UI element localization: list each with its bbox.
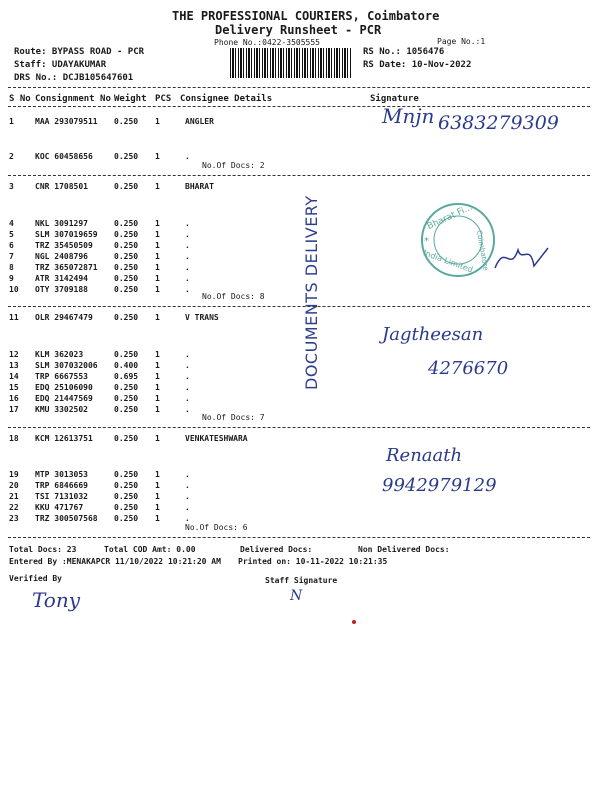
total-cod: Total COD Amt: 0.00 <box>104 545 196 554</box>
row-weight: 0.250 <box>114 470 139 479</box>
col-consignee: Consignee Details <box>180 94 273 104</box>
row-sno: 11 <box>9 313 19 322</box>
total-docs: Total Docs: 23 <box>9 545 77 554</box>
row-pcs: 1 <box>155 230 160 239</box>
table-row <box>0 492 600 503</box>
row-pcs: 1 <box>155 117 160 126</box>
row-consignment: TRZ 365072871 <box>35 263 98 272</box>
entered-by: Entered By :MENAKAPCR 11/10/2022 10:21:20 AM <box>9 557 221 566</box>
row-pcs: 1 <box>155 219 160 228</box>
row-consignee: . <box>185 152 190 161</box>
row-pcs: 1 <box>155 361 160 370</box>
row-sno: 2 <box>9 152 14 161</box>
row-consignee: . <box>185 503 190 512</box>
row-pcs: 1 <box>155 350 160 359</box>
col-signature: Signature <box>370 94 419 104</box>
group-docs-count: No.Of Docs: 6 <box>185 523 248 532</box>
row-consignment: KKU 471767 <box>35 503 84 512</box>
row-consignment: KOC 60458656 <box>35 152 93 161</box>
group-docs-count: No.Of Docs: 7 <box>202 413 265 422</box>
verified-by-signature: Tony <box>32 588 81 612</box>
row-consignee: . <box>185 372 190 381</box>
row-weight: 0.250 <box>114 383 139 392</box>
row-consignee: VENKATESHWARA <box>185 434 248 443</box>
row-weight: 0.250 <box>114 481 139 490</box>
row-pcs: 1 <box>155 285 160 294</box>
row-consignment: NKL 3091297 <box>35 219 88 228</box>
row-pcs: 1 <box>155 383 160 392</box>
row-consignment: CNR 1708501 <box>35 182 88 191</box>
row-consignee: ANGLER <box>185 117 214 126</box>
group-divider <box>8 537 590 538</box>
company-seal <box>418 200 498 280</box>
row-consignee: . <box>185 274 190 283</box>
row-weight: 0.250 <box>114 219 139 228</box>
row-pcs: 1 <box>155 470 160 479</box>
row-consignment: ATR 3142494 <box>35 274 88 283</box>
handwritten-name-1: Mnjn <box>382 104 435 128</box>
row-consignment: TRZ 35450509 <box>35 241 93 250</box>
row-sno: 23 <box>9 514 19 523</box>
row-sno: 13 <box>9 361 19 370</box>
row-pcs: 1 <box>155 263 160 272</box>
row-consignment: TRP 6846669 <box>35 481 88 490</box>
row-pcs: 1 <box>155 434 160 443</box>
row-weight: 0.250 <box>114 152 139 161</box>
row-weight: 0.695 <box>114 372 139 381</box>
row-weight: 0.250 <box>114 405 139 414</box>
row-consignee: . <box>185 285 190 294</box>
handwritten-phone-3: 4276670 <box>428 358 509 379</box>
signature-scribble <box>490 238 550 278</box>
row-consignment: TRZ 300507568 <box>35 514 98 523</box>
row-consignment: TSI 7131032 <box>35 492 88 501</box>
group-divider <box>8 427 590 428</box>
row-weight: 0.250 <box>114 350 139 359</box>
row-consignee: V TRANS <box>185 313 219 322</box>
row-pcs: 1 <box>155 252 160 261</box>
drs-number: DRS No.: DCJB105647601 <box>14 73 134 83</box>
rs-number: RS No.: 1056476 <box>363 47 445 57</box>
row-consignee: . <box>185 394 190 403</box>
row-weight: 0.250 <box>114 252 139 261</box>
row-consignment: SLM 307019659 <box>35 230 98 239</box>
row-pcs: 1 <box>155 405 160 414</box>
handwritten-name-4: Renaath <box>386 445 463 466</box>
row-sno: 3 <box>9 182 14 191</box>
row-weight: 0.400 <box>114 361 139 370</box>
table-row <box>0 514 600 525</box>
table-row <box>0 503 600 514</box>
row-consignee: . <box>185 241 190 250</box>
verified-by-label: Verified By <box>9 574 62 583</box>
row-pcs: 1 <box>155 492 160 501</box>
row-weight: 0.250 <box>114 230 139 239</box>
row-sno: 14 <box>9 372 19 381</box>
row-consignee: . <box>185 252 190 261</box>
seal-top-text: Bharat Fi... <box>425 202 475 233</box>
row-weight: 0.250 <box>114 394 139 403</box>
row-consignment: KLM 362023 <box>35 350 84 359</box>
seal-bottom-text: India Limited <box>422 248 475 275</box>
company-name: THE PROFESSIONAL COURIERS, Coimbatore <box>172 9 440 23</box>
col-consignment: Consignment No <box>35 94 111 104</box>
col-weight: Weight <box>114 94 147 104</box>
row-weight: 0.250 <box>114 503 139 512</box>
row-sno: 7 <box>9 252 14 261</box>
table-row <box>0 470 600 481</box>
table-row <box>0 182 600 193</box>
row-consignment: MTP 3013053 <box>35 470 88 479</box>
row-consignee: . <box>185 219 190 228</box>
row-weight: 0.250 <box>114 274 139 283</box>
table-row <box>0 481 600 492</box>
row-weight: 0.250 <box>114 285 139 294</box>
table-row <box>0 285 600 296</box>
staff-signature: N <box>290 588 303 604</box>
row-pcs: 1 <box>155 182 160 191</box>
group-divider <box>8 175 590 176</box>
row-weight: 0.250 <box>114 263 139 272</box>
row-consignment: OLR 29467479 <box>35 313 93 322</box>
staff: Staff: UDAYAKUMAR <box>14 60 107 70</box>
row-pcs: 1 <box>155 514 160 523</box>
row-weight: 0.250 <box>114 313 139 322</box>
row-pcs: 1 <box>155 481 160 490</box>
row-pcs: 1 <box>155 152 160 161</box>
row-sno: 18 <box>9 434 19 443</box>
group-docs-count: No.Of Docs: 8 <box>202 292 265 301</box>
row-sno: 21 <box>9 492 19 501</box>
row-consignment: EDQ 21447569 <box>35 394 93 403</box>
row-weight: 0.250 <box>114 182 139 191</box>
row-sno: 6 <box>9 241 14 250</box>
row-sno: 17 <box>9 405 19 414</box>
row-consignment: OTY 3709188 <box>35 285 88 294</box>
row-consignee: . <box>185 230 190 239</box>
staff-signature-label: Staff Signature <box>265 576 338 585</box>
table-row <box>0 152 600 163</box>
divider <box>8 106 590 107</box>
table-row <box>0 383 600 394</box>
row-sno: 10 <box>9 285 19 294</box>
group-docs-count: No.Of Docs: 2 <box>202 161 265 170</box>
row-consignee: . <box>185 481 190 490</box>
row-sno: 4 <box>9 219 14 228</box>
row-weight: 0.250 <box>114 434 139 443</box>
row-consignment: NGL 2408796 <box>35 252 88 261</box>
row-sno: 1 <box>9 117 14 126</box>
route: Route: BYPASS ROAD - PCR <box>14 47 145 57</box>
row-weight: 0.250 <box>114 492 139 501</box>
table-row <box>0 394 600 405</box>
table-row <box>0 372 600 383</box>
row-sno: 16 <box>9 394 19 403</box>
row-pcs: 1 <box>155 241 160 250</box>
row-consignee: . <box>185 263 190 272</box>
row-sno: 5 <box>9 230 14 239</box>
row-pcs: 1 <box>155 274 160 283</box>
col-sno: S No <box>9 94 31 104</box>
row-consignment: KCM 12613751 <box>35 434 93 443</box>
row-pcs: 1 <box>155 372 160 381</box>
handwritten-phone-4: 9942979129 <box>382 475 497 496</box>
row-pcs: 1 <box>155 394 160 403</box>
row-sno: 15 <box>9 383 19 392</box>
row-consignee: . <box>185 405 190 414</box>
row-consignee: . <box>185 350 190 359</box>
non-delivered-docs: Non Delivered Docs: <box>358 545 450 554</box>
row-consignment: SLM 307032006 <box>35 361 98 370</box>
row-weight: 0.250 <box>114 241 139 250</box>
rs-date: RS Date: 10-Nov-2022 <box>363 60 472 70</box>
row-sno: 22 <box>9 503 19 512</box>
row-sno: 12 <box>9 350 19 359</box>
table-row <box>0 350 600 361</box>
handwritten-phone-1: 6383279309 <box>438 112 559 134</box>
row-consignee: . <box>185 492 190 501</box>
documents-delivery-stamp: DOCUMENTS DELIVERY <box>302 195 321 390</box>
col-pcs: PCS <box>155 94 172 104</box>
divider <box>8 87 590 88</box>
svg-text:*: * <box>424 236 429 247</box>
row-consignee: BHARAT <box>185 182 214 191</box>
row-weight: 0.250 <box>114 117 139 126</box>
row-pcs: 1 <box>155 313 160 322</box>
row-consignee: . <box>185 514 190 523</box>
row-consignment: KMU 3302502 <box>35 405 88 414</box>
group-divider <box>8 306 590 307</box>
row-consignee: . <box>185 470 190 479</box>
seal-city-text: Coimbatore <box>474 229 490 272</box>
row-sno: 19 <box>9 470 19 479</box>
barcode <box>230 48 352 78</box>
row-consignment: MAA 293079511 <box>35 117 98 126</box>
sheet-title: Delivery Runsheet - PCR <box>215 23 382 37</box>
table-row <box>0 361 600 372</box>
red-dot-mark <box>352 620 356 624</box>
page-number: Page No.:1 <box>437 37 486 46</box>
row-pcs: 1 <box>155 503 160 512</box>
row-consignee: . <box>185 383 190 392</box>
delivered-docs: Delivered Docs: <box>240 545 313 554</box>
table-row <box>0 405 600 416</box>
table-row <box>0 219 600 230</box>
row-consignee: . <box>185 361 190 370</box>
row-sno: 8 <box>9 263 14 272</box>
row-sno: 9 <box>9 274 14 283</box>
table-row <box>0 313 600 324</box>
printed-on: Printed on: 10-11-2022 10:21:35 <box>238 557 388 566</box>
table-row <box>0 434 600 445</box>
row-consignment: TRP 6667553 <box>35 372 88 381</box>
phone-number: Phone No.:0422-3505555 <box>214 38 320 47</box>
row-sno: 20 <box>9 481 19 490</box>
row-consignment: EDQ 25106090 <box>35 383 93 392</box>
row-weight: 0.250 <box>114 514 139 523</box>
handwritten-name-3: Jagtheesan <box>382 324 484 345</box>
